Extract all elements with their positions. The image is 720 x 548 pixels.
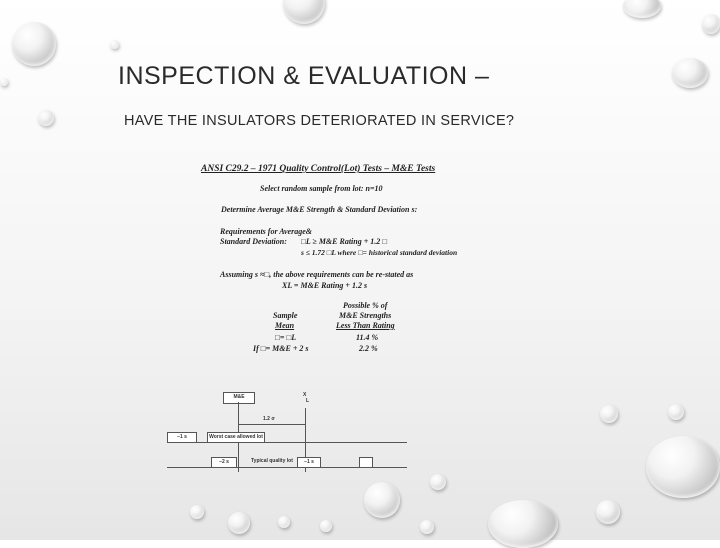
figure-col-sample-1: Sample: [273, 311, 298, 320]
figure-assume-2: XL = M&E Rating + 1.2 s: [282, 281, 368, 290]
water-drop-decoration: [646, 436, 720, 498]
slide-title: INSPECTION & EVALUATION –: [118, 62, 490, 90]
left-label-1: −1 s: [167, 432, 197, 443]
water-drop-decoration: [668, 404, 684, 420]
me-box: M&E: [223, 392, 255, 404]
water-drop-decoration: [228, 512, 250, 534]
gap-line: [239, 424, 305, 425]
figure-heading: ANSI C29.2 – 1971 Quality Control(Lot) Tests – M&E Tests: [201, 164, 436, 174]
water-drop-decoration: [278, 516, 290, 528]
right-label-2: −1 s: [297, 457, 321, 468]
water-drop-decoration: [702, 14, 720, 34]
gap-label: 1.2 σ: [263, 416, 275, 422]
left-label-2: −2 s: [211, 457, 237, 468]
right-small-box: [359, 457, 373, 468]
figure-line-sample: Select random sample from lot: n=10: [260, 184, 383, 193]
water-drop-decoration: [672, 58, 708, 88]
water-drop-decoration: [420, 520, 434, 534]
water-drop-decoration: [283, 0, 325, 24]
water-drop-decoration: [364, 482, 400, 518]
water-drop-decoration: [12, 22, 56, 66]
water-drop-decoration: [0, 78, 8, 86]
figure-line-determine: Determine Average M&E Strength & Standard Deviation s:: [221, 205, 418, 214]
figure-row1-pct: 11.4 %: [356, 333, 379, 342]
water-drop-decoration: [623, 0, 661, 18]
ansi-qc-figure: [163, 158, 458, 476]
water-drop-decoration: [320, 520, 332, 532]
water-drop-decoration: [596, 500, 620, 524]
figure-assume-1: Assuming s ≈□, the above requirements can be re-stated as: [220, 270, 414, 279]
water-drop-decoration: [190, 505, 204, 519]
water-drop-decoration: [488, 500, 558, 548]
figure-req-eq-2: s ≤ 1.72 □L where □= historical standard deviation: [301, 248, 458, 257]
figure-req-label-1: Requirements for Average&: [220, 227, 312, 236]
slide-subtitle: HAVE THE INSULATORS DETERIORATED IN SERVICE?: [124, 113, 515, 129]
typical-label: Typical quality lot: [251, 458, 293, 464]
figure-col-pct-1: Possible % of: [343, 301, 388, 310]
figure-row2-mean: If □= M&E + 2 s: [253, 344, 309, 353]
figure-col-pct-3: Less Than Rating: [336, 321, 395, 330]
figure-row2-pct: 2.2 %: [359, 344, 378, 353]
water-drop-decoration: [38, 110, 54, 126]
figure-col-sample-2: Mean: [275, 321, 295, 330]
worst-case-box: Worst case allowed lot: [207, 432, 265, 443]
xl-label: X L: [303, 392, 310, 404]
figure-req-eq-1: □L ≥ M&E Rating + 1.2 □: [301, 237, 388, 246]
water-drop-decoration: [600, 405, 618, 423]
figure-req-label-2: Standard Deviation:: [220, 237, 287, 246]
distribution-diagram: [163, 386, 408, 476]
axis-line-1: [167, 442, 407, 443]
water-drop-decoration: [430, 474, 446, 490]
water-drop-decoration: [110, 40, 119, 49]
figure-col-pct-2: M&E Strengths: [339, 311, 392, 320]
figure-row1-mean: □= □L: [275, 333, 297, 342]
